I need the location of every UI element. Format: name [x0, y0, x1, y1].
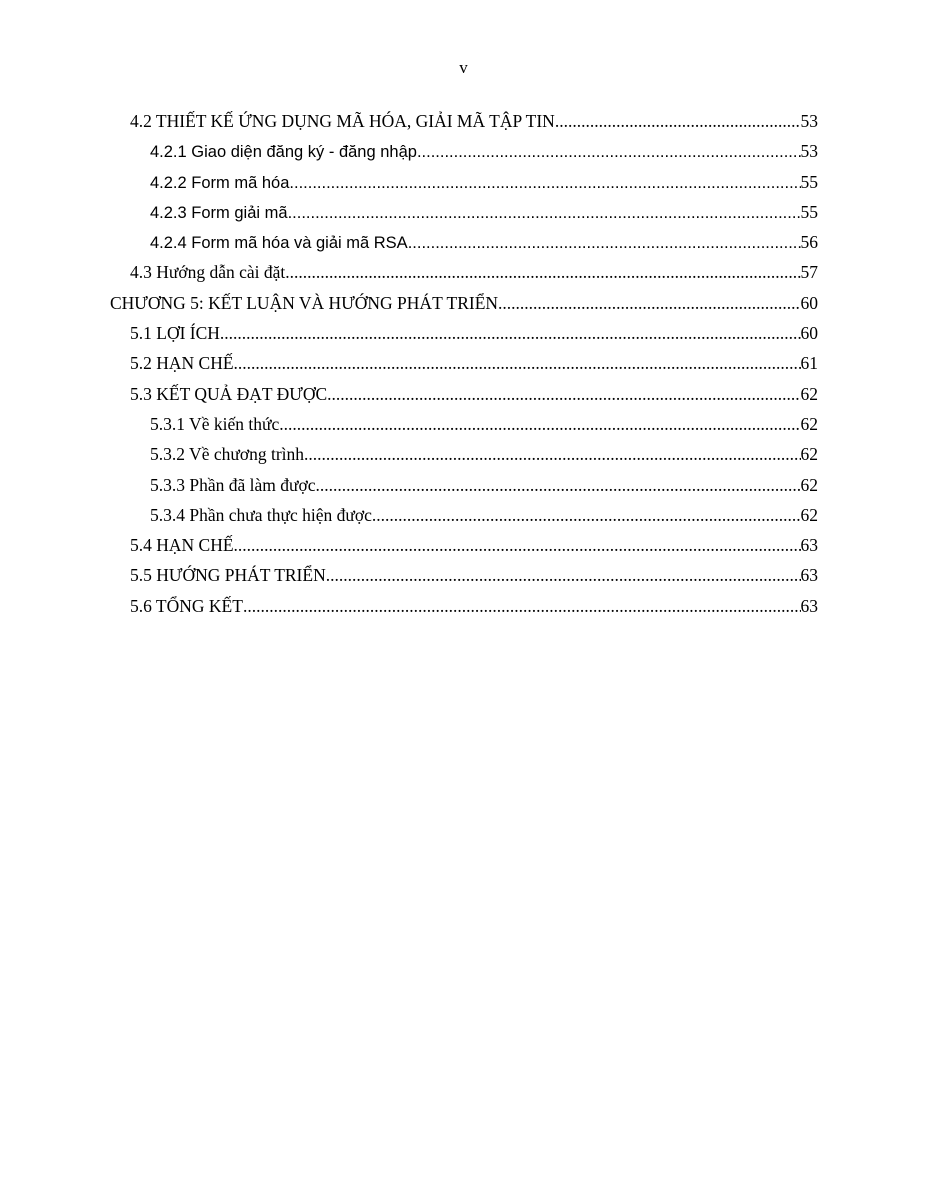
toc-entry[interactable] — [0, 409, 818, 439]
toc-entry-page: 63 — [800, 535, 818, 556]
toc-entry-page: 62 — [800, 444, 818, 465]
page-number: v — [459, 58, 468, 77]
toc-entry[interactable] — [0, 288, 818, 318]
toc-entry[interactable] — [0, 439, 818, 469]
table-of-contents — [0, 106, 927, 621]
toc-entry-title: 4.2.1 Giao diện đăng ký - đăng nhập — [150, 143, 417, 162]
toc-dot-leader — [498, 288, 800, 318]
toc-dot-leader — [243, 591, 801, 621]
toc-entry-title: 5.3.4 Phần chưa thực hiện được — [150, 504, 372, 525]
toc-entry-title: 4.2 THIẾT KẾ ỨNG DỤNG MÃ HÓA, GIẢI MÃ TẬP TIN — [130, 111, 555, 131]
toc-entry[interactable] — [0, 227, 818, 257]
toc-entry[interactable] — [0, 470, 818, 500]
toc-entry[interactable] — [0, 197, 818, 227]
toc-dot-leader — [408, 228, 801, 258]
toc-entry-title: 4.2.3 Form giải mã — [150, 203, 288, 222]
toc-entry[interactable] — [0, 560, 818, 590]
toc-entry-page: 55 — [800, 201, 818, 222]
toc-dot-leader — [372, 500, 801, 530]
toc-entry-page: 62 — [800, 474, 818, 495]
toc-entry[interactable] — [0, 379, 818, 409]
toc-dot-leader — [289, 168, 800, 198]
toc-entry-page: 60 — [800, 323, 818, 344]
toc-entry-page: 62 — [800, 383, 818, 404]
toc-entry-page: 60 — [800, 292, 818, 313]
toc-dot-leader — [285, 257, 800, 287]
toc-entry-title: CHƯƠNG 5: KẾT LUẬN VÀ HƯỚNG PHÁT TRIỂN — [110, 292, 499, 313]
toc-dot-leader — [326, 560, 801, 590]
toc-entry-page: 63 — [800, 565, 818, 586]
toc-dot-leader — [288, 198, 801, 228]
toc-entry[interactable] — [0, 257, 818, 287]
toc-entry-title: 5.6 TỔNG KẾT — [130, 595, 243, 616]
toc-entry-page: 56 — [800, 232, 818, 253]
toc-entry[interactable] — [0, 318, 818, 348]
toc-entry-page: 61 — [800, 353, 818, 374]
toc-dot-leader — [316, 470, 801, 500]
toc-entry-title: 5.3.2 Về chương trình — [150, 444, 305, 465]
toc-entry-title: 5.3.1 Về kiến thức — [150, 413, 280, 434]
toc-dot-leader — [327, 379, 800, 409]
toc-entry[interactable] — [0, 530, 818, 560]
toc-dot-leader — [234, 530, 801, 560]
toc-entry-title: 5.4 HẠN CHẾ — [130, 535, 234, 556]
toc-entry[interactable] — [0, 500, 818, 530]
toc-entry-title: 5.3 KẾT QUẢ ĐẠT ĐƯỢC — [130, 383, 328, 404]
toc-entry[interactable] — [0, 167, 818, 197]
toc-dot-leader — [304, 439, 800, 469]
toc-dot-leader — [234, 348, 801, 378]
toc-entry-page: 62 — [800, 504, 818, 525]
toc-entry-title: 4.2.2 Form mã hóa — [150, 173, 290, 192]
toc-entry-title: 5.3.3 Phần đã làm được — [150, 474, 316, 495]
toc-entry[interactable] — [0, 136, 818, 166]
toc-entry-title: 4.2.4 Form mã hóa và giải mã RSA — [150, 234, 408, 253]
toc-entry-title: 5.2 HẠN CHẾ — [130, 353, 234, 374]
toc-entry-page: 63 — [800, 595, 818, 616]
toc-entry-title: 4.3 Hướng dẫn cài đặt — [130, 262, 286, 283]
toc-entry-page: 57 — [800, 262, 818, 283]
toc-entry-title: 5.1 LỢI ÍCH — [130, 323, 220, 344]
toc-entry-page: 53 — [800, 111, 818, 131]
toc-dot-leader — [555, 106, 801, 136]
toc-entry-page: 55 — [800, 171, 818, 192]
toc-dot-leader — [220, 318, 801, 348]
toc-entry[interactable] — [0, 591, 818, 621]
toc-entry-page: 53 — [800, 141, 818, 162]
toc-entry-title: 5.5 HƯỚNG PHÁT TRIỂN — [130, 565, 326, 586]
toc-dot-leader — [417, 137, 801, 167]
toc-entry[interactable] — [0, 348, 818, 378]
toc-dot-leader — [279, 409, 800, 439]
toc-entry-page: 62 — [800, 413, 818, 434]
toc-entry[interactable] — [0, 106, 818, 136]
